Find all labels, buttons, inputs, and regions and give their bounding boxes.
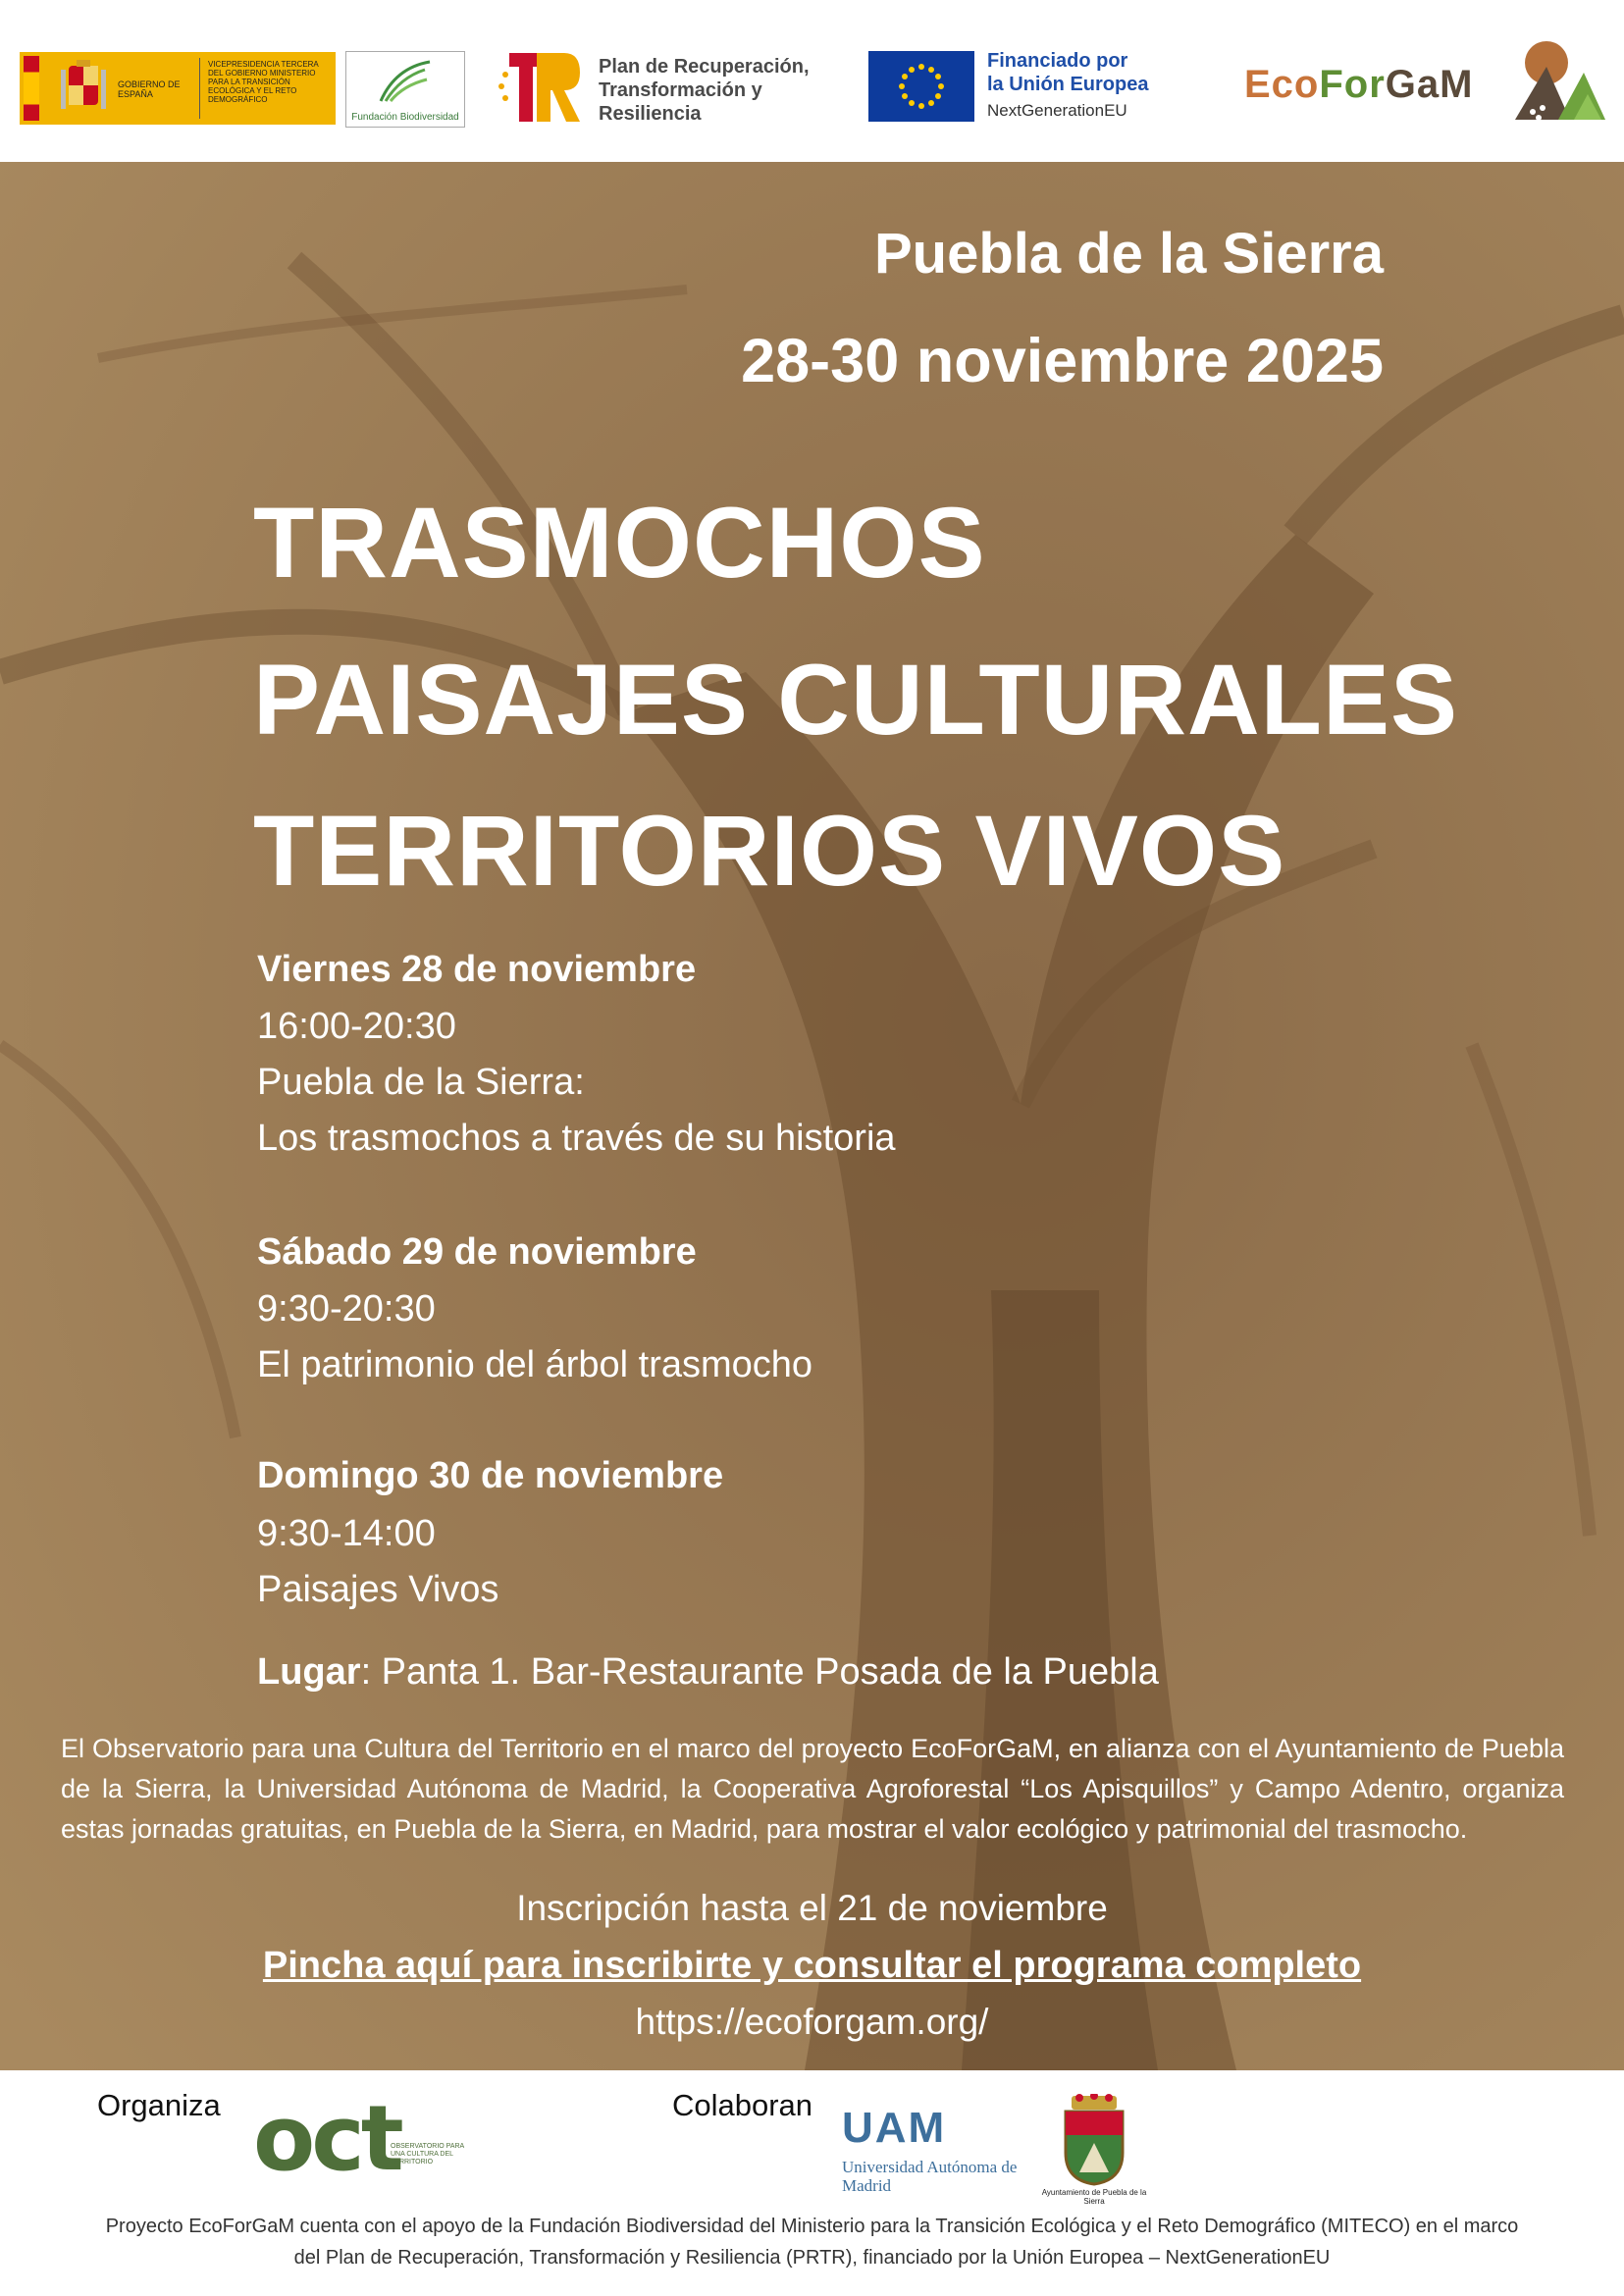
uam-name: Universidad Autónoma de Madrid (842, 2158, 1018, 2195)
spain-flag-icon (24, 56, 39, 121)
colaboran-label: Colaboran (672, 2088, 813, 2122)
eu-line-1: Financiado por (987, 50, 1128, 72)
day-2-line-1: El patrimonio del árbol trasmocho (257, 1344, 813, 1385)
event-location: Puebla de la Sierra (873, 222, 1384, 286)
logo-header (0, 0, 1624, 162)
prtr-label: Plan de Recuperación, Transformación y Resiliencia (599, 56, 810, 125)
prtr-tr-icon (496, 47, 584, 130)
ayuntamiento-caption: Ayuntamiento de Puebla de la Sierra (1041, 2188, 1147, 2206)
day-1-line-1: Puebla de la Sierra: (257, 1062, 585, 1103)
uam-wordmark: UAM (842, 2104, 947, 2152)
venue-value: : Panta 1. Bar-Restaurante Posada de la Puebla (360, 1651, 1159, 1693)
eu-line-3: NextGenerationEU (987, 101, 1127, 120)
municipal-shield-icon (1050, 2094, 1138, 2186)
ayuntamiento-logo (1041, 2094, 1147, 2206)
day-1-line-2: Los trasmochos a través de su historia (257, 1118, 896, 1159)
registration-link-row (0, 1945, 1624, 1987)
title-line-3: TERRITORIOS VIVOS (253, 795, 1286, 907)
venue (257, 1651, 1159, 1694)
mountain-tree-icon (1509, 39, 1607, 128)
day-3-heading: Domingo 30 de noviembre (257, 1455, 724, 1496)
day-1-time: 16:00-20:30 (257, 1006, 456, 1047)
oct-logo (253, 2086, 464, 2191)
day-3-line-1: Paisajes Vivos (257, 1569, 499, 1610)
grass-icon (376, 58, 435, 103)
uam-logo (842, 2104, 1038, 2195)
funding-note: Proyecto EcoForGaM cuenta con el apoyo de la Fundación Biodiversidad del Ministerio para la Transición Ecológica y el Reto Demográfico (MITECO) en el marco del Plan de Recuperación, Transformación y Resiliencia (PRTR), financiado por la Unión Europea – NextGenerationEU (105, 2216, 1519, 2269)
oct-wordmark: oct (253, 2086, 400, 2191)
divider (199, 58, 200, 119)
registration-deadline: Inscripción hasta el 21 de noviembre (516, 1888, 1108, 1928)
website-url[interactable]: https://ecoforgam.org/ (635, 2002, 989, 2042)
day-2-time: 9:30-20:30 (257, 1288, 436, 1330)
ecoforgam-wordmark: EcoForGaM (1244, 63, 1474, 106)
title-line-2: PAISAJES CULTURALES (253, 644, 1459, 756)
coat-of-arms-icon (59, 60, 108, 117)
fundacion-biodiversidad-logo (345, 51, 465, 128)
day-3-time: 9:30-14:00 (257, 1513, 436, 1554)
event-dates: 28-30 noviembre 2025 (741, 327, 1384, 395)
eu-funding-logo (868, 47, 1202, 130)
organiza-label: Organiza (97, 2088, 221, 2122)
fb-label: Fundación Biodiversidad (351, 112, 459, 123)
registration-link[interactable]: Pincha aquí para inscribirte y consultar el programa completo (262, 1945, 1362, 1986)
eu-flag-icon (868, 51, 974, 122)
event-poster (0, 162, 1624, 2070)
prtr-logo (496, 47, 849, 130)
oct-subtitle: OBSERVATORIO PARA UNA CULTURA DEL TERRITORIO (391, 2143, 464, 2166)
ecoforgam-logo (1244, 39, 1607, 128)
title-line-1: TRASMOCHOS (253, 487, 986, 599)
gov-label: GOBIERNO DE ESPAÑA (118, 79, 181, 99)
ministry-label: VICEPRESIDENCIA TERCERA DEL GOBIERNO MINISTERIO PARA LA TRANSICIÓN ECOLÓGICA Y EL RETO DEMOGRÁFICO (208, 60, 319, 104)
day-2-heading: Sábado 29 de noviembre (257, 1231, 697, 1273)
venue-label: Lugar (257, 1651, 361, 1693)
day-1-heading: Viernes 28 de noviembre (257, 949, 697, 990)
eu-line-2: la Unión Europea (987, 74, 1149, 95)
event-description: El Observatorio para una Cultura del Territorio en el marco del proyecto EcoForGaM, en alianza con el Ayuntamiento de Puebla de la Sierra, la Universidad Autónoma de Madrid, la Cooperativa Agroforestal “Los Apisquillos” y Campo Adentro, organiza estas jornadas gratuitas, en Puebla de la Sierra, en Madrid, para mostrar el valor ecológico y patrimonial del trasmocho. (61, 1734, 1564, 1844)
gobierno-espana-logo (20, 52, 336, 125)
